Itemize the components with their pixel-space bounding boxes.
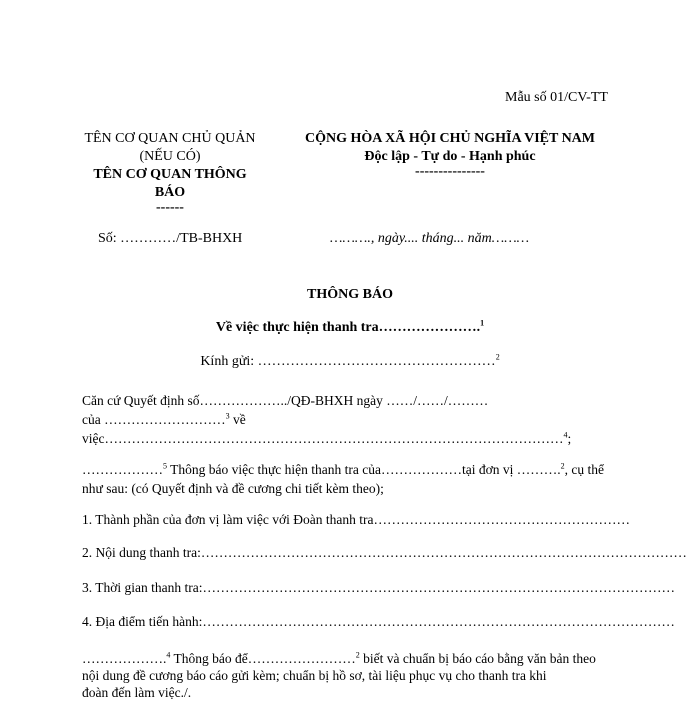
basis-matter: việc………………………………………………………………………………………… xyxy=(82,431,564,446)
item-content: 2. Nội dung thanh tra:……………………………………………………………………………………………… xyxy=(82,545,687,560)
notice-sender: ……………… xyxy=(82,462,163,477)
footnote-marker: 1 xyxy=(480,318,485,328)
right-header-rule: --------------- xyxy=(415,164,485,179)
basis-end: ; xyxy=(567,431,572,446)
footnote-marker: 3 xyxy=(225,411,230,421)
footnote-marker: 4 xyxy=(563,430,568,440)
parent-agency-line: TÊN CƠ QUAN CHỦ QUẢN xyxy=(84,131,256,146)
notice-body: Thông báo việc thực hiện thanh tra của………………tại đơn vị ………. xyxy=(167,462,561,477)
closing-sender: ………………. xyxy=(82,651,167,666)
item-team: 1. Thành phần của đơn vị làm việc với Đoàn thanh tra………………………………………………… xyxy=(82,512,630,527)
legal-basis xyxy=(82,391,571,448)
footnote-marker: 4 xyxy=(166,650,171,660)
notice-paragraph xyxy=(82,460,604,498)
form-code: Mẫu số 01/CV-TT xyxy=(505,90,608,105)
notice-line-1 xyxy=(82,460,604,479)
document-number: Số: …………/TB-BHXH xyxy=(98,231,243,246)
closing-body: biết và chuẩn bị báo cáo bằng văn bản theo xyxy=(359,651,596,666)
subject-line xyxy=(0,320,700,336)
notifying-agency-line: TÊN CƠ QUAN THÔNG xyxy=(93,167,247,182)
footnote-marker: 2 xyxy=(355,650,360,660)
left-header-rule: ------ xyxy=(156,200,184,215)
footnote-marker: 5 xyxy=(163,461,167,471)
closing-line-1 xyxy=(82,650,596,667)
basis-issuer: của ……………………… xyxy=(82,412,226,427)
basis-line-1: Căn cứ Quyết định số………………../QĐ-BHXH ngày ……/……/……… xyxy=(82,393,489,408)
notifying-agency-line-2: BÁO xyxy=(154,185,186,200)
item-time: 3. Thời gian thanh tra:…………………………………………………………………………………………… xyxy=(82,580,675,595)
parent-agency-note: (NẾU CÓ) xyxy=(139,149,201,164)
notice-line-2: như sau: (có Quyết định và đề cương chi tiết kèm theo); xyxy=(82,481,384,496)
subject-text: Về việc thực hiện thanh tra…………………. xyxy=(215,320,481,335)
place-date: ………., ngày.... tháng... năm……… xyxy=(330,231,530,246)
recipient-line xyxy=(0,354,700,370)
closing-paragraph xyxy=(82,650,596,701)
closing-line-3: đoàn đến làm việc./. xyxy=(82,685,192,700)
footnote-marker: 2 xyxy=(495,352,500,362)
closing-line-2: nội dung đề cương báo cáo gửi kèm; chuẩn bị hồ sơ, tài liệu phục vụ cho thanh tra khi xyxy=(82,668,547,683)
national-header xyxy=(280,130,620,181)
nation-motto: Độc lập - Tự do - Hạnh phúc xyxy=(364,149,536,164)
issuing-agency-header xyxy=(60,130,280,217)
nation-title: CỘNG HÒA XÃ HỘI CHỦ NGHĨA VIỆT NAM xyxy=(304,131,595,146)
basis-line-3 xyxy=(82,429,571,448)
footnote-marker: 2 xyxy=(560,461,565,471)
basis-line-2 xyxy=(82,410,571,429)
document-title: THÔNG BÁO xyxy=(307,287,393,302)
basis-about: về xyxy=(229,412,246,427)
closing-recipient: Thông báo để…………………… xyxy=(170,651,356,666)
notice-tail: , cụ thể xyxy=(564,462,605,477)
recipient-text: Kính gửi: …………………………………………… xyxy=(200,354,496,369)
item-location: 4. Địa điểm tiến hành:…………………………………………………………………………………………… xyxy=(82,614,675,629)
